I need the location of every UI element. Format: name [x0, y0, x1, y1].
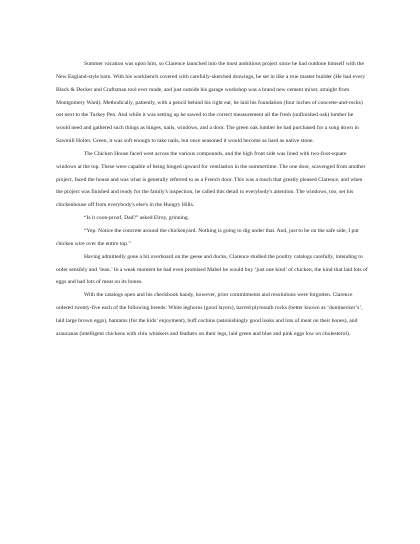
document-body: [56, 58, 368, 341]
paragraph-4: “Yep. Notice the concrete around the chickenyard. Nothing is going to dig under that. And, just to be on the safe side, I put chicken wire over the entire top.”: [56, 227, 359, 247]
paragraph-3: “Is it coon-proof, Dad?” asked Elroy, grinning.: [84, 215, 190, 222]
paragraph-5: Having admittedly gone a bit overboard on the geese and ducks, Clarence studied the poultry catalogs carefully, intending to order sensibly and ‘lean.’ In a weak moment he had even promised Mabel he would buy ‘just one kind’ of chicken, the kind that laid lots of eggs and had lots of meat on its bones.: [56, 253, 368, 286]
paragraph-2: The Chicken House faced west across the various compounds, and the high front side was lined with two-foot-square windows at the top. These were capable of being hinged upward for ventilation in the summertime. The one door, scavenged from another project, faced the house and was what is generally referred to as a French door. This was a touch that greatly pleased Clarence, and when the project was finished and ready for the family's inspection, he called this detail to everybody's attention. The windows, too, set his chickenhouse off from everybody's else's in the Hungry Hills.: [56, 150, 366, 209]
paragraph-6: With the catalogs open and his checkbook handy, however, prior commitments and resolutions were forgotten. Clarence ordered twenty-five each of the following breeds: White leghorns (good layers), barred plymouth rocks (better known as ‘dominecker’s’, laid large brown eggs), bantams (for the kids’ enjoyment), buff cochins (astonishingly good looks and lots of meat on their bones), and araucanas (intelligent chickens with chin whiskers and feathers on their legs, laid green and blue and pink eggs low on cholesterol).: [56, 292, 363, 337]
paragraph-1: Summer vacation was upon him, so Clarence launched into the most ambitious project since he had outdone himself with the New England-style barn. With his workbench covered with carefully-sketched drawings, he set in like a true master builder (He had every Black & Decker and Craftsman tool ever made, and just outside his garage workshop was a brand new cement mixer, straight from Montgomery Ward). Methodically, patiently, with a pencil behind his right ear, he laid his foundation (four inches of concrete-and-rocks) out next to the Turkey Pen. And while it was setting up he sawed to the correct measurement all the fresh (unfinished oak) lumber he would need and gathered such things as hinges, nails, windows, and a door. The green oak lumber he had purchased for a song down in Sawmill Holler. Green, it was soft enough to take nails, but once seasoned it would become as hard as native stone.: [56, 61, 366, 145]
